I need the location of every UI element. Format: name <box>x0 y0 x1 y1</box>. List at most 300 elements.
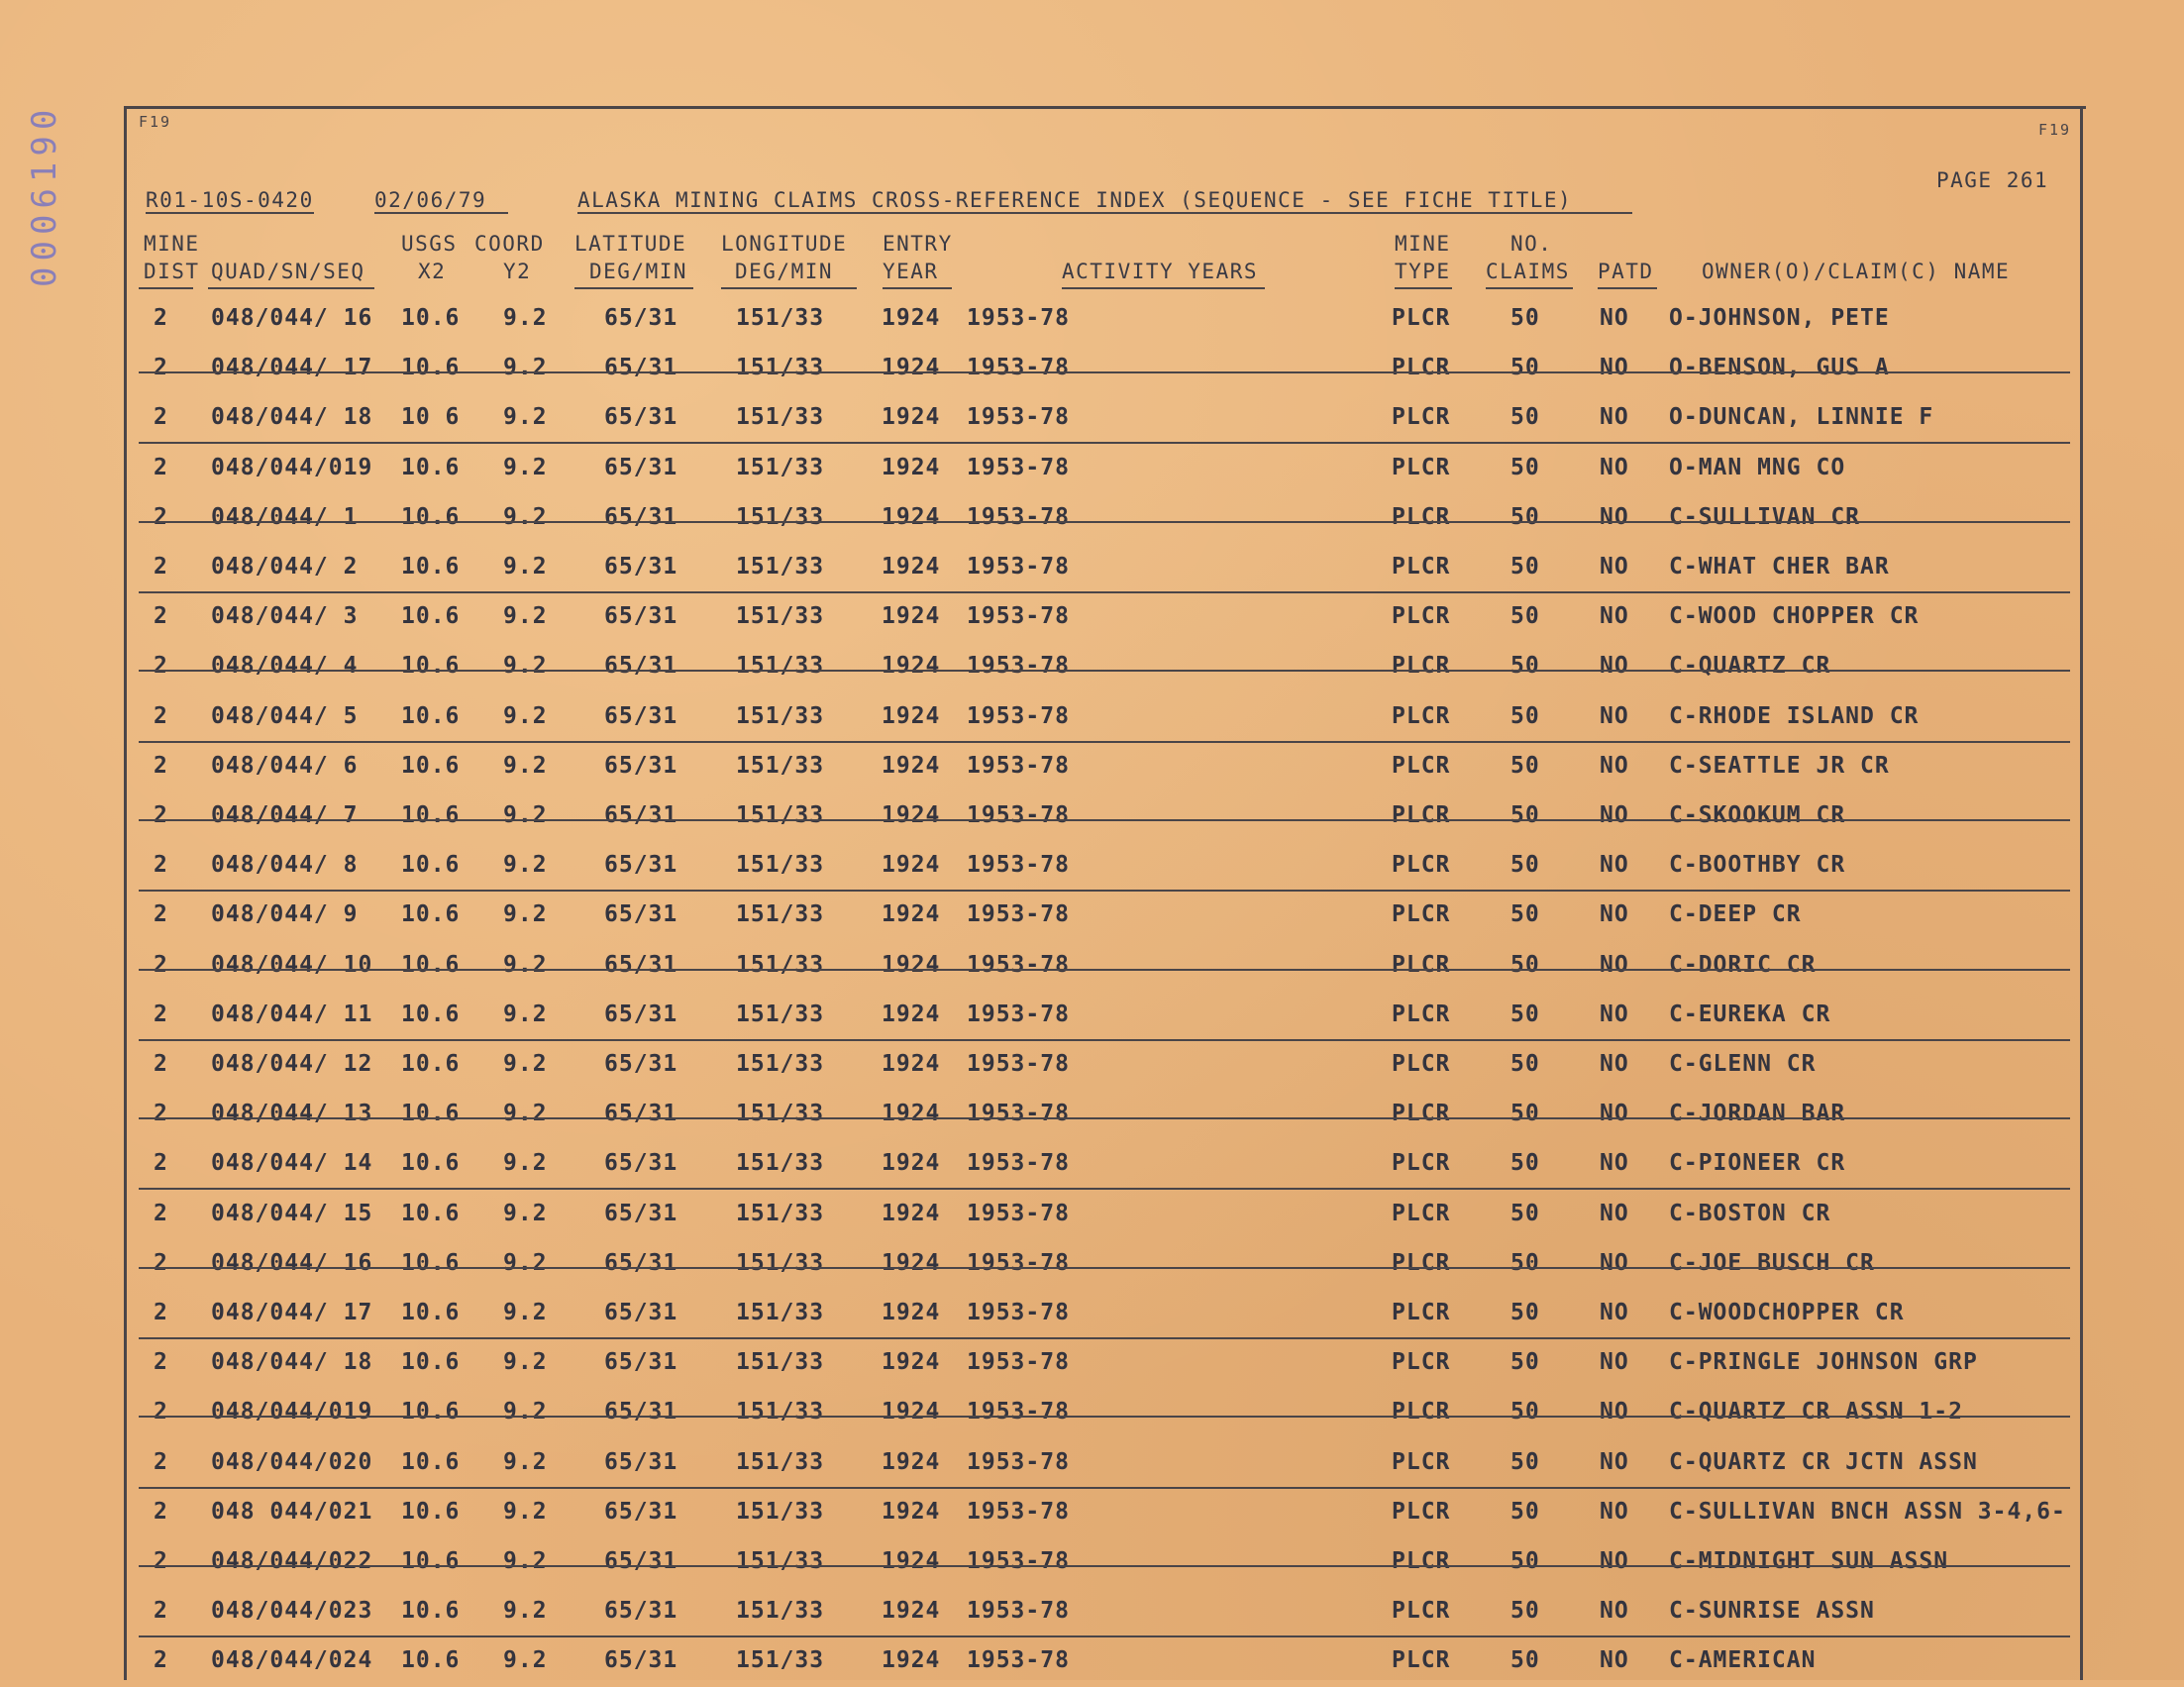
mine-type-cell: PLCR <box>1392 852 1451 879</box>
usgs-x2-cell: 10.6 <box>401 1399 461 1425</box>
usgs-x2-cell: 10.6 <box>401 1349 461 1376</box>
mine-dist-cell: 2 <box>154 1150 168 1177</box>
latitude-cell: 65/31 <box>604 1101 678 1127</box>
row-strikethrough-line <box>139 521 2070 523</box>
quad-sn-seq-cell: 048/044/023 <box>211 1598 373 1625</box>
usgs-y2-cell: 9.2 <box>503 802 548 828</box>
patented-cell: NO <box>1600 355 1629 381</box>
latitude-cell: 65/31 <box>604 503 678 530</box>
mine-dist-cell: 2 <box>154 1051 168 1077</box>
corner-label-right: F19 <box>2038 121 2072 139</box>
entry-year-cell: 1924 <box>882 901 941 928</box>
longitude-cell: 151/33 <box>736 1249 825 1276</box>
latitude-cell: 65/31 <box>604 1001 678 1027</box>
activity-years-cell: 1953-78 <box>967 1598 1070 1625</box>
claims-count-cell: 50 <box>1510 454 1540 480</box>
usgs-y2-cell: 9.2 <box>503 503 548 530</box>
longitude-cell: 151/33 <box>736 1647 825 1674</box>
row-strikethrough-line <box>139 371 2070 373</box>
latitude-cell: 65/31 <box>604 1448 678 1475</box>
patented-cell: NO <box>1600 305 1629 331</box>
longitude-cell: 151/33 <box>736 1598 825 1625</box>
latitude-cell: 65/31 <box>604 653 678 680</box>
mine-type-cell: PLCR <box>1392 305 1451 331</box>
patented-cell: NO <box>1600 1647 1629 1674</box>
entry-year-cell: 1924 <box>882 1647 941 1674</box>
activity-years-cell: 1953-78 <box>967 1051 1070 1077</box>
claims-count-cell: 50 <box>1510 1200 1540 1226</box>
longitude-cell: 151/33 <box>736 1548 825 1574</box>
mine-dist-cell: 2 <box>154 554 168 580</box>
col-underline-entry <box>883 287 952 289</box>
owner-claim-name-cell: O-DUNCAN, LINNIE F <box>1669 404 1934 431</box>
col-underline-claims <box>1486 287 1573 289</box>
mine-type-cell: PLCR <box>1392 1300 1451 1325</box>
patented-cell: NO <box>1600 1399 1629 1425</box>
row-underline <box>139 1188 2070 1190</box>
col-mine-type-line1: MINE <box>1395 232 1451 256</box>
mine-type-cell: PLCR <box>1392 355 1451 381</box>
table-row <box>139 753 2070 792</box>
latitude-cell: 65/31 <box>604 1200 678 1226</box>
owner-claim-name-cell: C-PIONEER CR <box>1669 1150 1846 1177</box>
usgs-y2-cell: 9.2 <box>503 852 548 879</box>
usgs-y2-cell: 9.2 <box>503 1548 548 1574</box>
owner-claim-name-cell: O-MAN MNG CO <box>1669 454 1846 480</box>
longitude-cell: 151/33 <box>736 951 825 978</box>
usgs-x2-cell: 10.6 <box>401 1101 461 1127</box>
usgs-x2-cell: 10.6 <box>401 1200 461 1226</box>
report-date: 02/06/79 <box>374 188 487 212</box>
patented-cell: NO <box>1600 1101 1629 1127</box>
latitude-cell: 65/31 <box>604 951 678 978</box>
usgs-x2-cell: 10.6 <box>401 1647 461 1674</box>
mine-type-cell: PLCR <box>1392 1101 1451 1127</box>
patented-cell: NO <box>1600 901 1629 928</box>
longitude-cell: 151/33 <box>736 1498 825 1525</box>
col-activity-years: ACTIVITY YEARS <box>1062 260 1259 283</box>
activity-years-cell: 1953-78 <box>967 653 1070 680</box>
mine-dist-cell: 2 <box>154 1200 168 1226</box>
usgs-x2-cell: 10.6 <box>401 702 461 729</box>
entry-year-cell: 1924 <box>882 1598 941 1625</box>
col-latitude-line1: LATITUDE <box>574 232 687 256</box>
mine-type-cell: PLCR <box>1392 1200 1451 1226</box>
usgs-y2-cell: 9.2 <box>503 1051 548 1077</box>
usgs-y2-cell: 9.2 <box>503 752 548 779</box>
longitude-cell: 151/33 <box>736 1399 825 1425</box>
table-row <box>139 1250 2070 1290</box>
usgs-y2-cell: 9.2 <box>503 951 548 978</box>
activity-years-cell: 1953-78 <box>967 1548 1070 1574</box>
entry-year-cell: 1924 <box>882 1200 941 1226</box>
table-row <box>139 504 2070 544</box>
mine-dist-cell: 2 <box>154 1448 168 1475</box>
owner-claim-name-cell: C-SEATTLE JR CR <box>1669 752 1890 779</box>
owner-claim-name-cell: C-JORDAN BAR <box>1669 1101 1846 1127</box>
latitude-cell: 65/31 <box>604 752 678 779</box>
activity-years-cell: 1953-78 <box>967 1200 1070 1226</box>
mine-type-cell: PLCR <box>1392 1001 1451 1027</box>
mine-type-cell: PLCR <box>1392 1448 1451 1475</box>
patented-cell: NO <box>1600 1448 1629 1475</box>
usgs-y2-cell: 9.2 <box>503 404 548 431</box>
usgs-x2-cell: 10.6 <box>401 454 461 480</box>
mine-type-cell: PLCR <box>1392 702 1451 729</box>
usgs-y2-cell: 9.2 <box>503 1598 548 1625</box>
col-owner-claim-name: OWNER(O)/CLAIM(C) NAME <box>1702 260 2011 283</box>
col-mine-type-line2: TYPE <box>1395 260 1451 283</box>
quad-sn-seq-cell: 048/044/019 <box>211 454 373 480</box>
entry-year-cell: 1924 <box>882 1349 941 1376</box>
usgs-x2-cell: 10.6 <box>401 1300 461 1325</box>
row-underline <box>139 890 2070 892</box>
patented-cell: NO <box>1600 752 1629 779</box>
mine-type-cell: PLCR <box>1392 503 1451 530</box>
longitude-cell: 151/33 <box>736 1150 825 1177</box>
latitude-cell: 65/31 <box>604 802 678 828</box>
longitude-cell: 151/33 <box>736 404 825 431</box>
latitude-cell: 65/31 <box>604 1399 678 1425</box>
entry-year-cell: 1924 <box>882 1001 941 1027</box>
activity-years-cell: 1953-78 <box>967 554 1070 580</box>
usgs-y2-cell: 9.2 <box>503 1249 548 1276</box>
mine-type-cell: PLCR <box>1392 603 1451 630</box>
entry-year-cell: 1924 <box>882 1399 941 1425</box>
patented-cell: NO <box>1600 702 1629 729</box>
mine-dist-cell: 2 <box>154 852 168 879</box>
col-underline-lat <box>574 287 693 289</box>
latitude-cell: 65/31 <box>604 852 678 879</box>
patented-cell: NO <box>1600 503 1629 530</box>
mine-type-cell: PLCR <box>1392 1249 1451 1276</box>
usgs-x2-cell: 10.6 <box>401 1598 461 1625</box>
activity-years-cell: 1953-78 <box>967 305 1070 331</box>
usgs-y2-cell: 9.2 <box>503 1001 548 1027</box>
mine-dist-cell: 2 <box>154 752 168 779</box>
report-id: R01-10S-0420 <box>146 188 314 212</box>
latitude-cell: 65/31 <box>604 1548 678 1574</box>
mine-type-cell: PLCR <box>1392 752 1451 779</box>
page-label: PAGE 261 <box>1936 168 2049 192</box>
frame-left-border <box>124 106 127 1680</box>
latitude-cell: 65/31 <box>604 1647 678 1674</box>
owner-claim-name-cell: C-DEEP CR <box>1669 901 1802 928</box>
activity-years-cell: 1953-78 <box>967 503 1070 530</box>
claims-count-cell: 50 <box>1510 653 1540 680</box>
longitude-cell: 151/33 <box>736 603 825 630</box>
claims-count-cell: 50 <box>1510 1300 1540 1325</box>
activity-years-cell: 1953-78 <box>967 404 1070 431</box>
col-mine-dist-line1: MINE <box>144 232 200 256</box>
usgs-x2-cell: 10.6 <box>401 951 461 978</box>
claims-count-cell: 50 <box>1510 1598 1540 1625</box>
mine-type-cell: PLCR <box>1392 951 1451 978</box>
patented-cell: NO <box>1600 603 1629 630</box>
usgs-x2-cell: 10.6 <box>401 1249 461 1276</box>
mine-dist-cell: 2 <box>154 1349 168 1376</box>
usgs-x2-cell: 10.6 <box>401 603 461 630</box>
owner-claim-name-cell: C-BOSTON CR <box>1669 1200 1831 1226</box>
owner-claim-name-cell: C-SULLIVAN BNCH ASSN 3-4,6- <box>1669 1498 2066 1525</box>
col-underline-dist <box>139 287 193 289</box>
usgs-x2-cell: 10.6 <box>401 752 461 779</box>
mine-dist-cell: 2 <box>154 1101 168 1127</box>
mine-type-cell: PLCR <box>1392 1349 1451 1376</box>
quad-sn-seq-cell: 048/044/019 <box>211 1399 373 1425</box>
usgs-y2-cell: 9.2 <box>503 1448 548 1475</box>
quad-sn-seq-cell: 048/044/ 18 <box>211 1349 373 1376</box>
patented-cell: NO <box>1600 1548 1629 1574</box>
mine-type-cell: PLCR <box>1392 1598 1451 1625</box>
mine-type-cell: PLCR <box>1392 404 1451 431</box>
mine-type-cell: PLCR <box>1392 1399 1451 1425</box>
owner-claim-name-cell: C-QUARTZ CR JCTN ASSN <box>1669 1448 1978 1475</box>
col-longitude-line1: LONGITUDE <box>721 232 848 256</box>
patented-cell: NO <box>1600 951 1629 978</box>
usgs-x2-cell: 10 6 <box>401 404 461 431</box>
mine-dist-cell: 2 <box>154 454 168 480</box>
row-underline <box>139 1635 2070 1637</box>
quad-sn-seq-cell: 048/044/024 <box>211 1647 373 1674</box>
claims-count-cell: 50 <box>1510 404 1540 431</box>
col-entry-line1: ENTRY <box>883 232 953 256</box>
row-underline <box>139 442 2070 444</box>
table-row <box>139 653 2070 692</box>
table-row <box>139 1002 2070 1041</box>
mine-dist-cell: 2 <box>154 404 168 431</box>
claims-count-cell: 50 <box>1510 1249 1540 1276</box>
usgs-x2-cell: 10.6 <box>401 503 461 530</box>
entry-year-cell: 1924 <box>882 653 941 680</box>
mine-type-cell: PLCR <box>1392 1647 1451 1674</box>
entry-year-cell: 1924 <box>882 852 941 879</box>
usgs-y2-cell: 9.2 <box>503 554 548 580</box>
report-id-underline <box>146 212 314 214</box>
claims-count-cell: 50 <box>1510 802 1540 828</box>
table-row <box>139 952 2070 992</box>
activity-years-cell: 1953-78 <box>967 752 1070 779</box>
activity-years-cell: 1953-78 <box>967 1150 1070 1177</box>
usgs-x2-cell: 10.6 <box>401 1498 461 1525</box>
owner-claim-name-cell: C-WOOD CHOPPER CR <box>1669 603 1920 630</box>
table-row <box>139 1499 2070 1538</box>
col-coord-line1: COORD <box>474 232 545 256</box>
row-strikethrough-line <box>139 819 2070 821</box>
usgs-y2-cell: 9.2 <box>503 1498 548 1525</box>
longitude-cell: 151/33 <box>736 1448 825 1475</box>
quad-sn-seq-cell: 048/044/ 17 <box>211 1300 373 1325</box>
owner-claim-name-cell: C-JOE BUSCH CR <box>1669 1249 1875 1276</box>
entry-year-cell: 1924 <box>882 752 941 779</box>
longitude-cell: 151/33 <box>736 852 825 879</box>
owner-claim-name-cell: C-AMERICAN <box>1669 1647 1817 1674</box>
frame-right-border <box>2080 106 2083 1680</box>
quad-sn-seq-cell: 048/044/ 18 <box>211 404 373 431</box>
latitude-cell: 65/31 <box>604 1598 678 1625</box>
col-mine-dist-line2: DIST <box>144 260 200 283</box>
row-strikethrough-line <box>139 969 2070 971</box>
table-row <box>139 554 2070 593</box>
entry-year-cell: 1924 <box>882 1150 941 1177</box>
longitude-cell: 151/33 <box>736 305 825 331</box>
owner-claim-name-cell: C-SULLIVAN CR <box>1669 503 1861 530</box>
usgs-x2-cell: 10.6 <box>401 802 461 828</box>
patented-cell: NO <box>1600 454 1629 480</box>
table-row <box>139 1598 2070 1637</box>
quad-sn-seq-cell: 048/044/ 13 <box>211 1101 373 1127</box>
usgs-y2-cell: 9.2 <box>503 1101 548 1127</box>
table-row <box>139 603 2070 643</box>
usgs-y2-cell: 9.2 <box>503 305 548 331</box>
owner-claim-name-cell: C-BOOTHBY CR <box>1669 852 1846 879</box>
quad-sn-seq-cell: 048/044/ 6 <box>211 752 359 779</box>
longitude-cell: 151/33 <box>736 653 825 680</box>
claims-count-cell: 50 <box>1510 1051 1540 1077</box>
latitude-cell: 65/31 <box>604 1300 678 1325</box>
activity-years-cell: 1953-78 <box>967 355 1070 381</box>
latitude-cell: 65/31 <box>604 305 678 331</box>
table-row <box>139 1201 2070 1240</box>
mine-dist-cell: 2 <box>154 802 168 828</box>
mine-dist-cell: 2 <box>154 603 168 630</box>
longitude-cell: 151/33 <box>736 1300 825 1325</box>
quad-sn-seq-cell: 048/044/ 9 <box>211 901 359 928</box>
entry-year-cell: 1924 <box>882 1300 941 1325</box>
usgs-y2-cell: 9.2 <box>503 1647 548 1674</box>
mine-dist-cell: 2 <box>154 1647 168 1674</box>
usgs-y2-cell: 9.2 <box>503 1399 548 1425</box>
activity-years-cell: 1953-78 <box>967 852 1070 879</box>
col-quad: QUAD/SN/SEQ <box>211 260 365 283</box>
activity-years-cell: 1953-78 <box>967 1101 1070 1127</box>
usgs-x2-cell: 10.6 <box>401 1150 461 1177</box>
quad-sn-seq-cell: 048/044/ 2 <box>211 554 359 580</box>
col-underline-quad <box>208 287 374 289</box>
usgs-y2-cell: 9.2 <box>503 603 548 630</box>
patented-cell: NO <box>1600 1150 1629 1177</box>
quad-sn-seq-cell: 048/044/022 <box>211 1548 373 1574</box>
owner-claim-name-cell: C-EUREKA CR <box>1669 1001 1831 1027</box>
longitude-cell: 151/33 <box>736 503 825 530</box>
mine-dist-cell: 2 <box>154 1598 168 1625</box>
row-underline <box>139 591 2070 593</box>
longitude-cell: 151/33 <box>736 355 825 381</box>
col-usgs-x2: X2 <box>418 260 447 283</box>
claims-count-cell: 50 <box>1510 355 1540 381</box>
usgs-y2-cell: 9.2 <box>503 1349 548 1376</box>
claims-count-cell: 50 <box>1510 1399 1540 1425</box>
row-strikethrough-line <box>139 670 2070 672</box>
mine-type-cell: PLCR <box>1392 901 1451 928</box>
latitude-cell: 65/31 <box>604 1051 678 1077</box>
mine-type-cell: PLCR <box>1392 454 1451 480</box>
entry-year-cell: 1924 <box>882 305 941 331</box>
entry-year-cell: 1924 <box>882 603 941 630</box>
longitude-cell: 151/33 <box>736 802 825 828</box>
longitude-cell: 151/33 <box>736 1001 825 1027</box>
patented-cell: NO <box>1600 1200 1629 1226</box>
claims-count-cell: 50 <box>1510 554 1540 580</box>
col-usgs-y2: Y2 <box>503 260 532 283</box>
latitude-cell: 65/31 <box>604 404 678 431</box>
activity-years-cell: 1953-78 <box>967 1300 1070 1325</box>
table-row <box>139 1548 2070 1588</box>
longitude-cell: 151/33 <box>736 454 825 480</box>
table-row <box>139 852 2070 892</box>
quad-sn-seq-cell: 048/044/ 17 <box>211 355 373 381</box>
quad-sn-seq-cell: 048/044/ 7 <box>211 802 359 828</box>
mine-dist-cell: 2 <box>154 901 168 928</box>
claims-count-cell: 50 <box>1510 1647 1540 1674</box>
activity-years-cell: 1953-78 <box>967 702 1070 729</box>
claims-count-cell: 50 <box>1510 603 1540 630</box>
report-title-underline <box>577 212 1632 214</box>
latitude-cell: 65/31 <box>604 454 678 480</box>
claims-count-cell: 50 <box>1510 951 1540 978</box>
activity-years-cell: 1953-78 <box>967 802 1070 828</box>
quad-sn-seq-cell: 048/044/ 11 <box>211 1001 373 1027</box>
claims-count-cell: 50 <box>1510 503 1540 530</box>
longitude-cell: 151/33 <box>736 1200 825 1226</box>
table-row <box>139 1647 2070 1687</box>
patented-cell: NO <box>1600 852 1629 879</box>
col-underline-type <box>1395 287 1452 289</box>
patented-cell: NO <box>1600 1498 1629 1525</box>
activity-years-cell: 1953-78 <box>967 1448 1070 1475</box>
claims-count-cell: 50 <box>1510 1548 1540 1574</box>
table-row <box>139 355 2070 394</box>
usgs-y2-cell: 9.2 <box>503 702 548 729</box>
row-underline <box>139 1039 2070 1041</box>
owner-claim-name-cell: C-DORIC CR <box>1669 951 1817 978</box>
patented-cell: NO <box>1600 554 1629 580</box>
activity-years-cell: 1953-78 <box>967 1399 1070 1425</box>
latitude-cell: 65/31 <box>604 1249 678 1276</box>
mine-dist-cell: 2 <box>154 355 168 381</box>
usgs-x2-cell: 10.6 <box>401 1001 461 1027</box>
usgs-x2-cell: 10.6 <box>401 653 461 680</box>
entry-year-cell: 1924 <box>882 1498 941 1525</box>
col-claims-line2: CLAIMS <box>1486 260 1570 283</box>
usgs-x2-cell: 10.6 <box>401 1051 461 1077</box>
mine-dist-cell: 2 <box>154 305 168 331</box>
quad-sn-seq-cell: 048 044/021 <box>211 1498 373 1525</box>
entry-year-cell: 1924 <box>882 554 941 580</box>
owner-claim-name-cell: C-GLENN CR <box>1669 1051 1817 1077</box>
usgs-y2-cell: 9.2 <box>503 1300 548 1325</box>
claims-count-cell: 50 <box>1510 1448 1540 1475</box>
table-row <box>139 1101 2070 1140</box>
table-row <box>139 305 2070 345</box>
longitude-cell: 151/33 <box>736 752 825 779</box>
usgs-x2-cell: 10.6 <box>401 355 461 381</box>
col-underline-patd <box>1598 287 1657 289</box>
mine-dist-cell: 2 <box>154 1001 168 1027</box>
activity-years-cell: 1953-78 <box>967 603 1070 630</box>
longitude-cell: 151/33 <box>736 1349 825 1376</box>
activity-years-cell: 1953-78 <box>967 1498 1070 1525</box>
table-row <box>139 802 2070 842</box>
col-usgs-line1: USGS <box>401 232 458 256</box>
owner-claim-name-cell: C-QUARTZ CR ASSN 1-2 <box>1669 1399 1963 1425</box>
report-date-underline <box>374 212 508 214</box>
latitude-cell: 65/31 <box>604 603 678 630</box>
owner-claim-name-cell: C-MIDNIGHT SUN ASSN <box>1669 1548 1949 1574</box>
quad-sn-seq-cell: 048/044/ 5 <box>211 702 359 729</box>
claims-count-cell: 50 <box>1510 1498 1540 1525</box>
activity-years-cell: 1953-78 <box>967 1249 1070 1276</box>
